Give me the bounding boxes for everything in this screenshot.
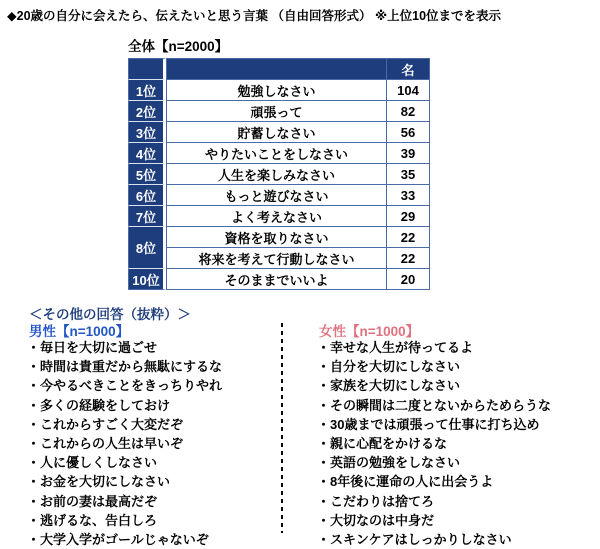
table-header-row (128, 58, 430, 80)
rank-cell: 7位 (128, 206, 166, 227)
table-row (128, 143, 430, 164)
count-cell: 82 (386, 101, 430, 122)
answer-cell: 人生を楽しみなさい (166, 164, 386, 185)
list-item: ・家族を大切にしなさい (317, 378, 461, 394)
count-cell: 104 (386, 80, 430, 101)
rank-cell: 6位 (128, 185, 166, 206)
answer-header-cell (166, 58, 386, 80)
table-row (128, 122, 430, 143)
rank-cell: 10位 (128, 269, 166, 290)
count-cell: 20 (386, 269, 430, 290)
answer-cell: 将来を考えて行動しなさい (166, 248, 386, 269)
list-item: ・親に心配をかけるな (317, 436, 448, 452)
list-item: ・多くの経験をしておけ (27, 397, 171, 413)
list-item: ・こだわりは捨てろ (317, 493, 435, 509)
other-answers-heading: ＜その他の回答（抜粋）＞ (29, 307, 191, 322)
list-item: ・逃げるな、告白しろ (27, 512, 158, 528)
female-group-label: 女性【n=1000】 (319, 324, 420, 339)
answer-cell: 資格を取りなさい (166, 227, 386, 248)
list-item: ・今やるべきことをきっちりやれ (27, 378, 223, 394)
rank-header-cell (128, 58, 166, 80)
rank-cell: 1位 (128, 80, 166, 101)
list-item: ・大学入学がゴールじゃないぞ (27, 532, 209, 548)
count-cell: 39 (386, 143, 430, 164)
answer-cell: もっと遊びなさい (166, 185, 386, 206)
list-item: ・これからすごく大変だぞ (27, 416, 184, 432)
answer-cell: 勉強しなさい (166, 80, 386, 101)
table-row (128, 248, 430, 269)
ranking-table (128, 58, 430, 290)
column-divider (281, 323, 283, 533)
rank-cell: 2位 (128, 101, 166, 122)
table-row (128, 206, 430, 227)
female-answer-list (317, 338, 551, 549)
answer-cell: よく考えなさい (166, 206, 386, 227)
list-item: ・大切なのは中身だ (317, 512, 435, 528)
count-cell: 29 (386, 206, 430, 227)
rank-cell: 3位 (128, 122, 166, 143)
count-cell: 33 (386, 185, 430, 206)
list-item: ・スキンケアはしっかりしなさい (317, 532, 512, 548)
list-item: ・その瞬間は二度とないからためらうな (317, 397, 552, 413)
male-answer-list (27, 338, 222, 549)
list-item: ・30歳までは頑張って仕事に打ち込め (317, 416, 540, 432)
list-item: ・自分を大切にしなさい (317, 359, 461, 375)
answer-cell: やりたいことをしなさい (166, 143, 386, 164)
list-item: ・人に優しくしなさい (27, 455, 158, 471)
list-item: ・8年後に運命の人に出会うよ (317, 474, 494, 490)
count-cell: 22 (386, 248, 430, 269)
table-row (128, 80, 430, 101)
table-row (128, 101, 430, 122)
rank-cell: 8位 (128, 227, 166, 269)
list-item: ・これからの人生は早いぞ (27, 436, 184, 452)
list-item: ・毎日を大切に過ごせ (27, 340, 158, 355)
list-item: ・お金を大切にしなさい (27, 474, 171, 490)
count-header-cell: 名 (386, 58, 430, 80)
answer-cell: 貯蓄しなさい (166, 122, 386, 143)
list-item: ・お前の妻は最高だぞ (27, 493, 158, 509)
table-caption: 全体【n=2000】 (128, 39, 229, 54)
rank-cell: 4位 (128, 143, 166, 164)
count-cell: 56 (386, 122, 430, 143)
answer-cell: そのままでいいよ (166, 269, 386, 290)
table-row (128, 185, 430, 206)
list-item: ・英語の勉強をしなさい (317, 455, 461, 471)
rank-cell: 5位 (128, 164, 166, 185)
answer-cell: 頑張って (166, 101, 386, 122)
figure-title: ◆20歳の自分に会えたら、伝えたいと思う言葉 （自由回答形式） ※上位10位までを表示 (7, 9, 502, 23)
table-row (128, 164, 430, 185)
count-cell: 22 (386, 227, 430, 248)
table-row (128, 227, 430, 248)
count-cell: 35 (386, 164, 430, 185)
table-row (128, 269, 430, 290)
list-item: ・時間は貴重だから無駄にするな (27, 359, 223, 375)
list-item: ・幸せな人生が待ってるよ (317, 340, 474, 355)
male-group-label: 男性【n=1000】 (29, 324, 130, 339)
